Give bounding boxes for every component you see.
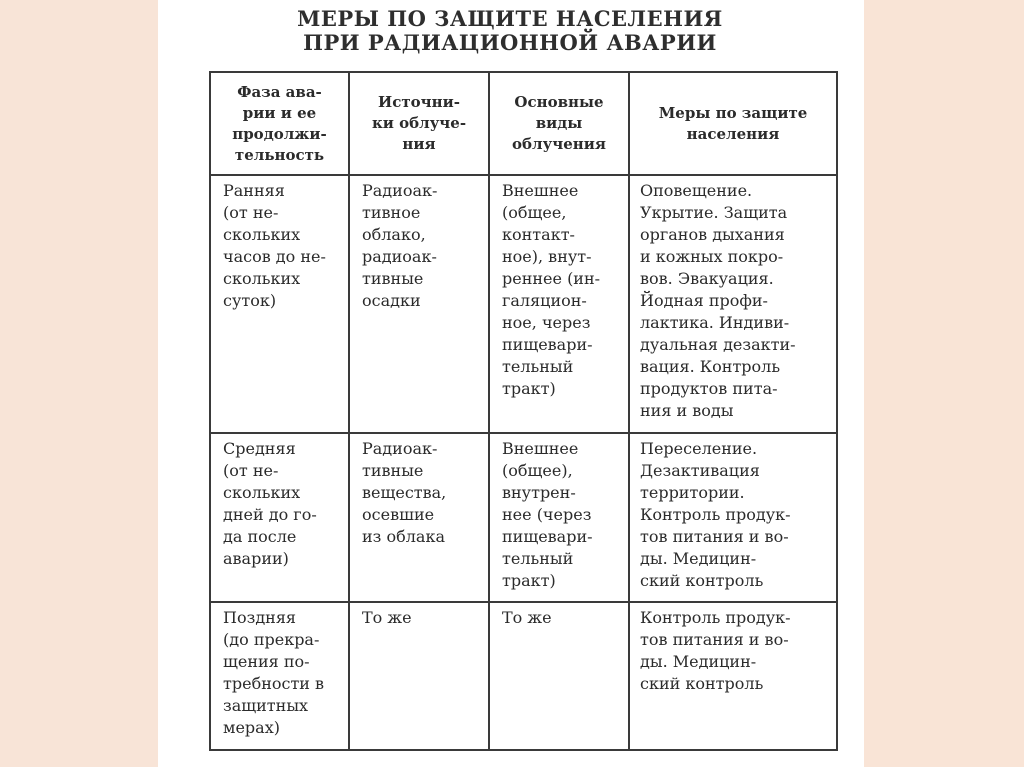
cell-sources: Радиоак- тивные вещества, осевшие из облака [349,433,489,602]
table-row [210,433,837,602]
header-phase: Фаза ава- рии и ее продолжи- тельность [210,72,349,175]
cell-measures: Переселение. Дезактивация территории. Контроль продук- тов питания и во- ды. Медицин- ский контроль [629,433,837,602]
header-sources: Источни- ки облуче- ния [349,72,489,175]
left-background [0,0,158,767]
cell-phase: Поздняя (до прекра- щения по- требности в защитных мерах) [210,602,349,750]
cell-exposure-types: То же [489,602,629,750]
title-line-1: МЕРЫ ПО ЗАЩИТЕ НАСЕЛЕНИЯ [297,6,723,31]
title-line-2: ПРИ РАДИАЦИОННОЙ АВАРИИ [303,30,717,55]
table-row [210,175,837,433]
cell-measures: Контроль продук- тов питания и во- ды. Медицин- ский контроль [629,602,837,750]
cell-sources: То же [349,602,489,750]
right-background [864,0,1024,767]
cell-exposure-types: Внешнее (общее, контакт- ное), внут- реннее (ин- галяцион- ное, через пищевари- тельный тракт) [489,175,629,433]
cell-exposure-types: Внешнее (общее), внутрен- нее (через пищевари- тельный тракт) [489,433,629,602]
header-measures: Меры по защите населения [629,72,837,175]
header-exposure-types: Основные виды облучения [489,72,629,175]
cell-measures: Оповещение. Укрытие. Защита органов дыхания и кожных покро- вов. Эвакуация. Йодная профи- лактика. Индиви- дуальная дезакти- вация. Контроль продуктов пита- ния и воды [629,175,837,433]
cell-phase: Средняя (от не- скольких дней до го- да после аварии) [210,433,349,602]
table-header-row [210,72,837,175]
cell-phase: Ранняя (от не- скольких часов до не- скольких суток) [210,175,349,433]
table-row [210,602,837,750]
protection-measures-table [209,71,838,751]
cell-sources: Радиоак- тивное облако, радиоак- тивные осадки [349,175,489,433]
